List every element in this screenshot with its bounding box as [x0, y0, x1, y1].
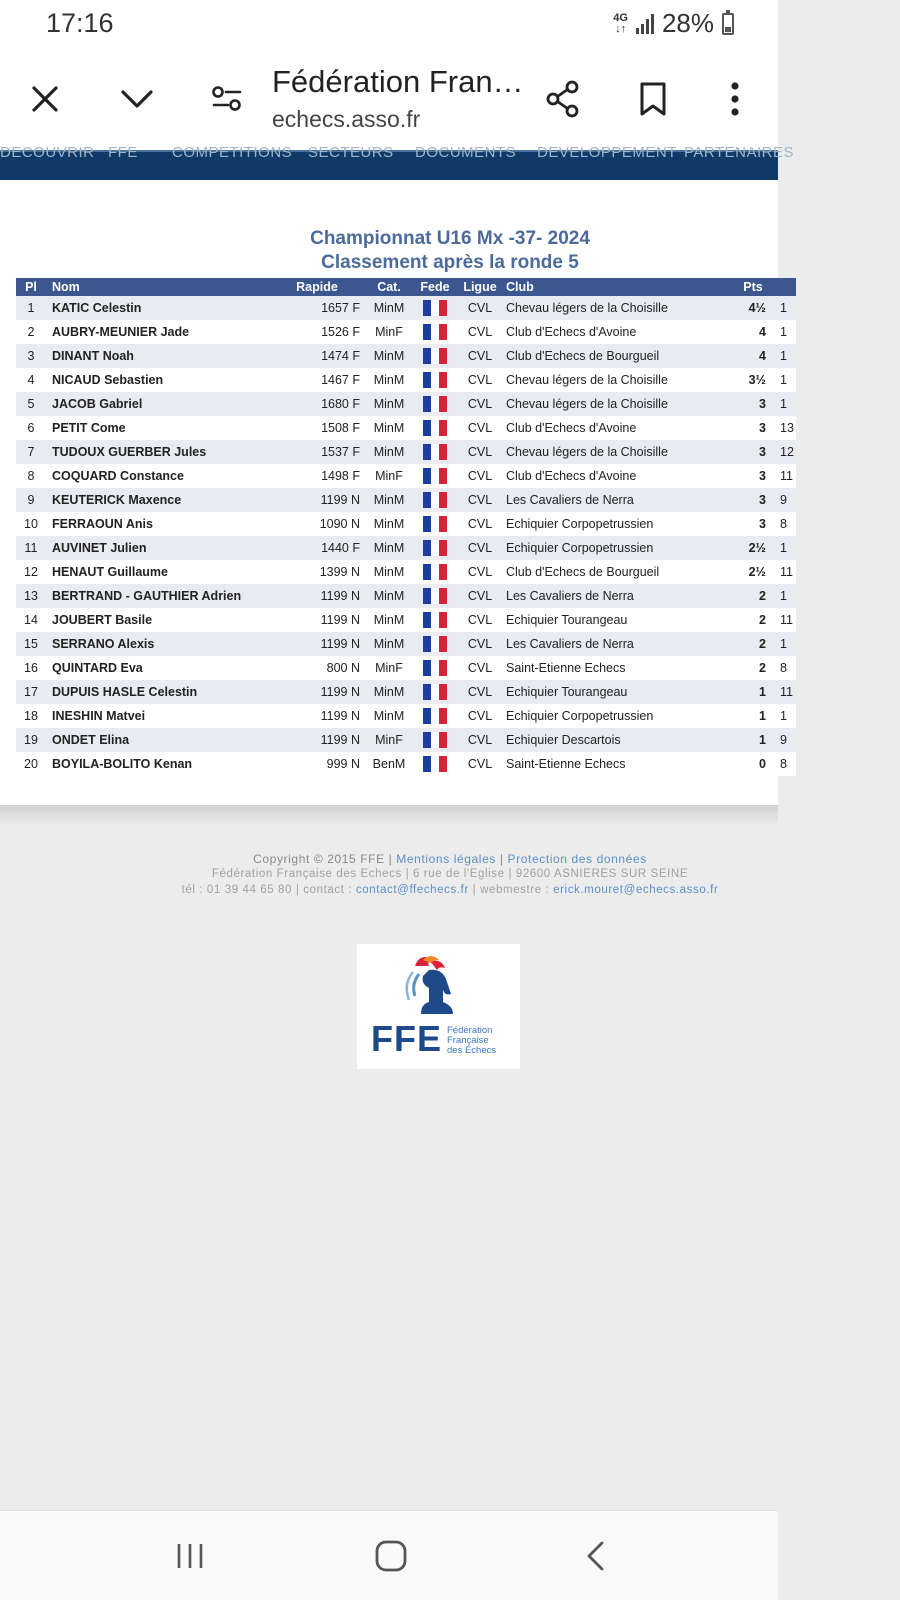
table-row [16, 344, 796, 368]
cell-fede [412, 680, 458, 704]
site-settings-icon[interactable] [202, 74, 252, 124]
cell-cat: MinF [366, 728, 412, 752]
home-icon[interactable] [361, 1531, 421, 1581]
table-row [16, 464, 796, 488]
cell-extra: 9 [770, 728, 796, 752]
cell-rapide: 1199 N [268, 680, 366, 704]
nav-item-documents[interactable]: DOCUMENTS [415, 144, 517, 161]
cell-ligue: CVL [458, 752, 502, 776]
cell-pts: 3½ [740, 368, 770, 392]
cell-fede [412, 584, 458, 608]
browser-toolbar [0, 50, 778, 150]
cell-club: Chevau légers de la Choisille [502, 392, 740, 416]
header-pl: Pl [16, 278, 46, 296]
cell-extra: 1 [770, 704, 796, 728]
cell-ligue: CVL [458, 608, 502, 632]
france-flag-icon [423, 492, 447, 508]
cell-pl: 18 [16, 704, 46, 728]
france-flag-icon [423, 348, 447, 364]
status-bar [0, 0, 778, 50]
cell-pl: 14 [16, 608, 46, 632]
cell-pl: 4 [16, 368, 46, 392]
cell-club: Echiquier Corpopetrussien [502, 704, 740, 728]
cell-club: Club d'Echecs d'Avoine [502, 464, 740, 488]
france-flag-icon [423, 396, 447, 412]
cell-ligue: CVL [458, 320, 502, 344]
cell-fede [412, 728, 458, 752]
battery-percentage: 28% [661, 8, 714, 38]
cell-club: Club d'Echecs de Bourgueil [502, 344, 740, 368]
cell-pts: 1 [740, 680, 770, 704]
header-pts: Pts [740, 278, 770, 296]
cell-nom: TUDOUX GUERBER Jules [46, 440, 268, 464]
cell-ligue: CVL [458, 632, 502, 656]
rooster-knight-icon [357, 944, 520, 1024]
cell-pts: 2 [740, 584, 770, 608]
cell-cat: MinF [366, 464, 412, 488]
cell-cat: MinM [366, 368, 412, 392]
cell-extra: 1 [770, 584, 796, 608]
cell-ligue: CVL [458, 440, 502, 464]
cell-club: Saint-Etienne Echecs [502, 752, 740, 776]
close-icon[interactable] [20, 74, 70, 124]
france-flag-icon [423, 564, 447, 580]
table-row [16, 608, 796, 632]
table-row [16, 752, 796, 776]
cell-pts: 4 [740, 344, 770, 368]
cell-club: Echiquier Tourangeau [502, 680, 740, 704]
cell-club: Les Cavaliers de Nerra [502, 584, 740, 608]
nav-item-secteurs[interactable]: SECTEURS [308, 144, 394, 161]
cell-fede [412, 536, 458, 560]
cell-cat: MinM [366, 584, 412, 608]
cell-extra: 8 [770, 512, 796, 536]
nav-item-decouvrir[interactable]: DECOUVRIR [0, 144, 95, 161]
footer-address: Fédération Française des Echecs | 6 rue de l'Eglise | 92600 ASNIERES SUR SEINE [211, 868, 689, 880]
battery-icon [722, 13, 734, 35]
cell-pl: 20 [16, 752, 46, 776]
cell-fede [412, 608, 458, 632]
france-flag-icon [423, 588, 447, 604]
address-area[interactable] [272, 64, 522, 133]
france-flag-icon [423, 636, 447, 652]
cell-cat: MinM [366, 344, 412, 368]
cell-fede [412, 704, 458, 728]
cell-rapide: 1199 N [268, 488, 366, 512]
cell-pts: 4½ [740, 296, 770, 320]
header-nom: Nom [46, 278, 268, 296]
cell-ligue: CVL [458, 704, 502, 728]
cell-ligue: CVL [458, 680, 502, 704]
cell-ligue: CVL [458, 584, 502, 608]
cell-club: Echiquier Descartois [502, 728, 740, 752]
cell-nom: BERTRAND - GAUTHIER Adrien [46, 584, 268, 608]
cell-pl: 11 [16, 536, 46, 560]
cell-nom: JACOB Gabriel [46, 392, 268, 416]
cell-fede [412, 656, 458, 680]
cell-pts: 3 [740, 392, 770, 416]
cell-nom: NICAUD Sebastien [46, 368, 268, 392]
cell-rapide: 1199 N [268, 608, 366, 632]
cell-rapide: 1199 N [268, 704, 366, 728]
france-flag-icon [423, 732, 447, 748]
cell-club: Les Cavaliers de Nerra [502, 488, 740, 512]
cell-ligue: CVL [458, 392, 502, 416]
table-row [16, 632, 796, 656]
back-icon[interactable] [565, 1531, 625, 1581]
nav-item-competitions[interactable]: COMPETITIONS [172, 144, 293, 161]
cell-rapide: 1680 F [268, 392, 366, 416]
cell-rapide: 1090 N [268, 512, 366, 536]
cell-rapide: 1508 F [268, 416, 366, 440]
cell-cat: MinM [366, 488, 412, 512]
cell-fede [412, 752, 458, 776]
france-flag-icon [423, 372, 447, 388]
cell-fede [412, 320, 458, 344]
cell-nom: KEUTERICK Maxence [46, 488, 268, 512]
cell-nom: QUINTARD Eva [46, 656, 268, 680]
cell-nom: PETIT Come [46, 416, 268, 440]
cell-pl: 7 [16, 440, 46, 464]
cell-pts: 3 [740, 512, 770, 536]
cell-extra: 11 [770, 560, 796, 584]
share-icon[interactable] [538, 74, 588, 124]
cell-pts: 3 [740, 416, 770, 440]
cell-rapide: 1498 F [268, 464, 366, 488]
cell-nom: AUBRY-MEUNIER Jade [46, 320, 268, 344]
cell-pts: 1 [740, 704, 770, 728]
tournament-subtitle: Classement après la ronde 5 [321, 252, 579, 273]
cell-fede [412, 464, 458, 488]
cell-club: Club d'Echecs d'Avoine [502, 416, 740, 440]
cell-extra: 1 [770, 536, 796, 560]
site-navigation [0, 144, 794, 180]
cell-cat: MinM [366, 536, 412, 560]
france-flag-icon [423, 540, 447, 556]
cell-rapide: 1199 N [268, 632, 366, 656]
cell-pts: 1 [740, 728, 770, 752]
cell-nom: ONDET Elina [46, 728, 268, 752]
page-title: Fédération Fran… [272, 64, 524, 99]
cell-nom: DUPUIS HASLE Celestin [46, 680, 268, 704]
cell-nom: COQUARD Constance [46, 464, 268, 488]
cell-fede [412, 632, 458, 656]
cell-pl: 1 [16, 296, 46, 320]
page-url: echecs.asso.fr [272, 106, 421, 132]
table-header-row [16, 278, 796, 296]
cell-pl: 6 [16, 416, 46, 440]
cell-pl: 3 [16, 344, 46, 368]
cell-pts: 3 [740, 488, 770, 512]
france-flag-icon [423, 756, 447, 772]
cell-extra: 1 [770, 344, 796, 368]
bookmark-icon[interactable] [628, 74, 678, 124]
cell-fede [412, 488, 458, 512]
cell-fede [412, 440, 458, 464]
cell-club: Club d'Echecs d'Avoine [502, 320, 740, 344]
cell-ligue: CVL [458, 296, 502, 320]
cell-ligue: CVL [458, 488, 502, 512]
cell-cat: MinF [366, 320, 412, 344]
cell-pl: 2 [16, 320, 46, 344]
logo-abbr: FFE [371, 1018, 442, 1059]
cell-extra: 1 [770, 296, 796, 320]
table-row [16, 584, 796, 608]
cell-fede [412, 416, 458, 440]
footer-contact-line: tél : 01 39 44 65 80 | contact : contact@ffechecs.fr | webmestre : erick.mouret@echecs.asso.fr [181, 884, 719, 896]
cell-ligue: CVL [458, 512, 502, 536]
nav-item-ffe[interactable]: FFE [108, 144, 138, 161]
cell-pl: 16 [16, 656, 46, 680]
cell-pts: 3 [740, 440, 770, 464]
cell-extra: 13 [770, 416, 796, 440]
table-row [16, 680, 796, 704]
cell-pts: 2½ [740, 536, 770, 560]
header-cat: Cat. [366, 278, 412, 296]
cell-ligue: CVL [458, 656, 502, 680]
cell-pts: 2 [740, 632, 770, 656]
cell-cat: MinM [366, 560, 412, 584]
cell-pl: 9 [16, 488, 46, 512]
more-options-icon[interactable] [710, 74, 760, 124]
header-fede: Fede [412, 278, 458, 296]
cell-rapide: 1199 N [268, 728, 366, 752]
cell-fede [412, 368, 458, 392]
tournament-title: Championnat U16 Mx -37- 2024 [310, 228, 590, 249]
cell-cat: BenM [366, 752, 412, 776]
cell-ligue: CVL [458, 536, 502, 560]
cell-pts: 2 [740, 608, 770, 632]
cell-club: Chevau légers de la Choisille [502, 440, 740, 464]
cell-ligue: CVL [458, 368, 502, 392]
france-flag-icon [423, 468, 447, 484]
cell-pl: 8 [16, 464, 46, 488]
cell-rapide: 1199 N [268, 584, 366, 608]
cell-nom: AUVINET Julien [46, 536, 268, 560]
copyright: Copyright © 2015 FFE [253, 852, 385, 866]
nav-item-developpement[interactable]: DEVELOPPEMENT [537, 144, 677, 161]
cell-extra: 1 [770, 368, 796, 392]
cell-nom: INESHIN Matvei [46, 704, 268, 728]
mentions-legales-link[interactable]: Mentions légales [396, 852, 496, 866]
table-row [16, 440, 796, 464]
cell-pts: 4 [740, 320, 770, 344]
france-flag-icon [423, 660, 447, 676]
table-row [16, 368, 796, 392]
cell-club: Chevau légers de la Choisille [502, 368, 740, 392]
table-row [16, 536, 796, 560]
content-card [0, 180, 794, 805]
system-navigation-bar [0, 1510, 778, 1600]
table-row [16, 296, 796, 320]
contact-email-link[interactable]: contact@ffechecs.fr [355, 884, 469, 896]
webmaster-email-link[interactable]: erick.mouret@echecs.asso.fr [553, 884, 719, 896]
cell-club: Club d'Echecs de Bourgueil [502, 560, 740, 584]
cell-club: Chevau légers de la Choisille [502, 296, 740, 320]
cell-rapide: 1526 F [268, 320, 366, 344]
cell-pl: 13 [16, 584, 46, 608]
cell-fede [412, 344, 458, 368]
cell-rapide: 1657 F [268, 296, 366, 320]
table-row [16, 392, 796, 416]
cell-club: Saint-Etienne Echecs [502, 656, 740, 680]
cell-extra: 11 [770, 608, 796, 632]
cell-nom: JOUBERT Basile [46, 608, 268, 632]
cell-extra: 1 [770, 632, 796, 656]
table-row [16, 656, 796, 680]
cell-cat: MinM [366, 704, 412, 728]
cell-fede [412, 560, 458, 584]
cell-pts: 2½ [740, 560, 770, 584]
cell-extra: 8 [770, 656, 796, 680]
france-flag-icon [423, 684, 447, 700]
table-row [16, 488, 796, 512]
table-row [16, 416, 796, 440]
cell-nom: SERRANO Alexis [46, 632, 268, 656]
france-flag-icon [423, 516, 447, 532]
cell-fede [412, 296, 458, 320]
cell-rapide: 800 N [268, 656, 366, 680]
cell-nom: KATIC Celestin [46, 296, 268, 320]
logo-subtitle: Fédération Française des Échecs [447, 1025, 497, 1056]
france-flag-icon [423, 300, 447, 316]
cell-cat: MinF [366, 656, 412, 680]
cell-cat: MinM [366, 440, 412, 464]
recent-apps-icon[interactable] [160, 1531, 220, 1581]
france-flag-icon [423, 420, 447, 436]
cell-rapide: 1474 F [268, 344, 366, 368]
nav-item-partenaires[interactable]: PARTENAIRES [684, 144, 794, 161]
france-flag-icon [423, 324, 447, 340]
cell-cat: MinM [366, 608, 412, 632]
cell-nom: BOYILA-BOLITO Kenan [46, 752, 268, 776]
chevron-down-icon[interactable] [112, 74, 162, 124]
cell-nom: HENAUT Guillaume [46, 560, 268, 584]
cell-ligue: CVL [458, 560, 502, 584]
cell-rapide: 1399 N [268, 560, 366, 584]
cell-extra: 11 [770, 464, 796, 488]
cell-extra: 8 [770, 752, 796, 776]
cell-extra: 11 [770, 680, 796, 704]
status-indicators [613, 8, 734, 39]
table-row [16, 560, 796, 584]
cell-pl: 12 [16, 560, 46, 584]
cell-extra: 9 [770, 488, 796, 512]
cell-rapide: 1467 F [268, 368, 366, 392]
header-ligue: Ligue [458, 278, 502, 296]
header-rapide: Rapide [268, 278, 366, 296]
cell-club: Echiquier Corpopetrussien [502, 512, 740, 536]
cell-rapide: 1537 F [268, 440, 366, 464]
cell-pl: 10 [16, 512, 46, 536]
table-row [16, 704, 796, 728]
cell-cat: MinM [366, 680, 412, 704]
cell-cat: MinM [366, 392, 412, 416]
cell-extra: 12 [770, 440, 796, 464]
cell-cat: MinM [366, 296, 412, 320]
france-flag-icon [423, 444, 447, 460]
cell-extra: 1 [770, 392, 796, 416]
cell-nom: FERRAOUN Anis [46, 512, 268, 536]
cell-club: Echiquier Corpopetrussien [502, 536, 740, 560]
protection-donnees-link[interactable]: Protection des données [507, 852, 647, 866]
cell-ligue: CVL [458, 728, 502, 752]
cell-extra: 1 [770, 320, 796, 344]
table-row [16, 320, 796, 344]
cell-cat: MinM [366, 632, 412, 656]
cell-fede [412, 512, 458, 536]
france-flag-icon [423, 612, 447, 628]
cell-ligue: CVL [458, 464, 502, 488]
header-extra [770, 278, 796, 296]
cell-rapide: 999 N [268, 752, 366, 776]
cell-pl: 17 [16, 680, 46, 704]
cell-pl: 15 [16, 632, 46, 656]
status-time: 17:16 [46, 8, 114, 38]
network-type-icon: 4G ↓↑ [613, 11, 628, 35]
cell-cat: MinM [366, 512, 412, 536]
cell-fede [412, 392, 458, 416]
content-shadow [0, 805, 778, 825]
footer-copyright-line: Copyright © 2015 FFE | Mentions légales | Protection des données [253, 852, 647, 866]
table-row [16, 512, 796, 536]
standings-table [16, 278, 796, 776]
cell-club: Echiquier Tourangeau [502, 608, 740, 632]
france-flag-icon [423, 708, 447, 724]
cell-rapide: 1440 F [268, 536, 366, 560]
cell-pts: 0 [740, 752, 770, 776]
signal-icon [636, 14, 654, 34]
ffe-logo[interactable] [357, 944, 520, 1069]
cell-club: Les Cavaliers de Nerra [502, 632, 740, 656]
cell-pl: 19 [16, 728, 46, 752]
header-club: Club [502, 278, 740, 296]
cell-nom: DINANT Noah [46, 344, 268, 368]
cell-pl: 5 [16, 392, 46, 416]
table-row [16, 728, 796, 752]
cell-ligue: CVL [458, 344, 502, 368]
cell-pts: 2 [740, 656, 770, 680]
cell-pts: 3 [740, 464, 770, 488]
cell-ligue: CVL [458, 416, 502, 440]
cell-cat: MinM [366, 416, 412, 440]
